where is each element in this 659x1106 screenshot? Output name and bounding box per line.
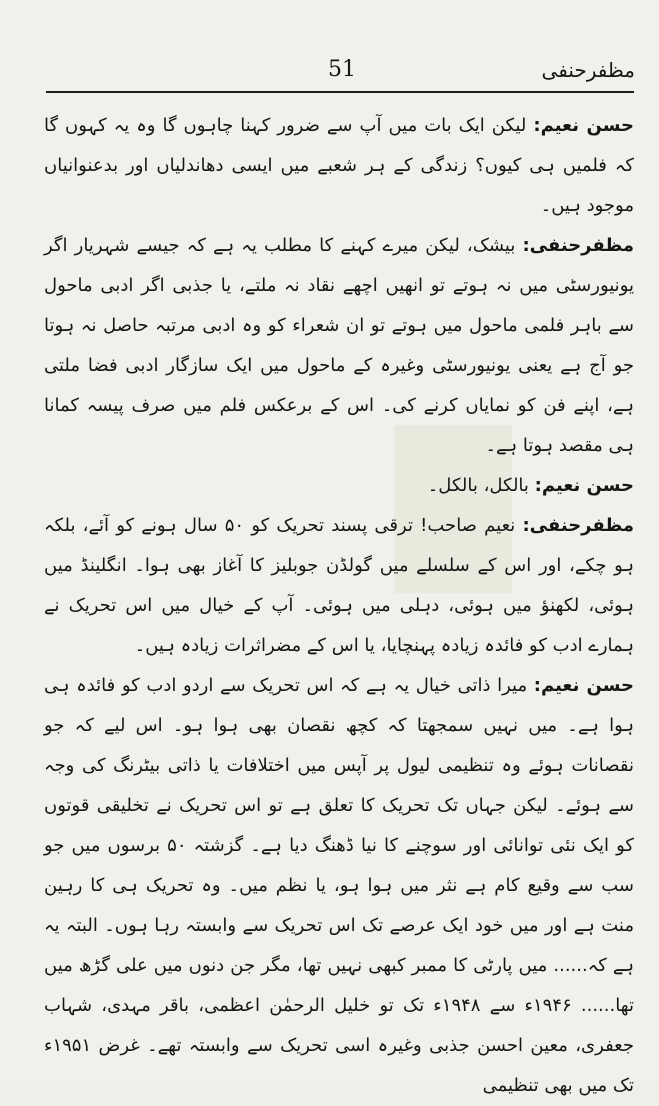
speaker-label: مظفرحنفی: <box>522 235 634 256</box>
header-rule <box>46 91 634 93</box>
paragraph-text: بیشک، لیکن میرے کہنے کا مطلب یہ ہے کہ جیسے شہریار اگر یونیورسٹی میں نہ ہوتے تو انھیں اچھے نقاد نہ ملتے، یا جذبی اگر ادبی ماحول سے باہر فلمی ماحول میں ہوتے تو ان شعراء کو وہ ادبی مرتبہ حاصل نہ ہوتا جو آج ہے یعنی یونیورسٹی وغیرہ کے ماحول میں ایک سازگار ادبی فضا ملتی ہے، اپنے فن کو نمایاں کرنے کی۔ اس کے برعکس فلم میں صرف پیسہ کمانا ہی مقصد ہوتا ہے۔ <box>44 235 634 456</box>
page-body <box>44 106 634 1096</box>
running-head: مظفرحنفی <box>541 58 635 82</box>
paragraph-muzaffar-hanfi-1 <box>44 226 634 466</box>
paragraph-text: نعیم صاحب! ترقی پسند تحریک کو ۵۰ سال ہونے کو آئے، بلکہ ہو چکے، اور اس کے سلسلے میں گولڈن جوبلیز کا آغاز بھی ہوا۔ انگلینڈ میں ہوئی، لکھنؤ میں ہوئی، دہلی میں ہوئی۔ آپ کے خیال میں اس تحریک نے ہمارے ادب کو فائدہ زیادہ پہنچایا، یا اس کے مضراثرات زیادہ ہیں۔ <box>44 515 634 656</box>
speaker-label: حسن نعیم: <box>533 675 634 696</box>
paragraph-hasan-naeem-2 <box>44 466 634 506</box>
speaker-label: مظفرحنفی: <box>522 515 634 536</box>
paragraph-hasan-naeem-1 <box>44 106 634 226</box>
page-number: 51 <box>328 57 356 82</box>
page-header <box>0 0 659 100</box>
speaker-label: حسن نعیم: <box>533 115 634 136</box>
paragraph-text: بالکل، بالکل۔ <box>427 475 535 496</box>
paragraph-text: میرا ذاتی خیال یہ ہے کہ اس تحریک سے اردو ادب کو فائدہ ہی ہوا ہے۔ میں نہیں سمجھتا کہ کچھ نقصان بھی ہوا ہو۔ اس لیے کہ جو نقصانات ہوئے وہ تنظیمی لیول پر آپس میں اختلافات یا ذاتی بیٹرنگ کی وجہ سے ہوئے۔ لیکن جہاں تک تحریک کا تعلق ہے تو اس تحریک نے تخلیقی قوتوں کو ایک نئی توانائی اور سوچنے کا نیا ڈھنگ دیا ہے۔ گزشتہ ۵۰ برسوں میں جو سب سے وقیع کام ہے نثر میں ہوا ہو، یا نظم میں۔ وہ تحریک ہی کا رہین منت ہے اور میں خود ایک عرصے تک اس تحریک سے وابستہ رہا ہوں۔ البتہ یہ ہے کہ...... میں پارٹی کا ممبر کبھی نہیں تھا، مگر جن دنوں میں علی گڑھ میں تھا...... ۱۹۴۶ء سے ۱۹۴۸ء تک تو خلیل الرحمٰن اعظمی، باقر مہدی، شہاب جعفری، معین احسن جذبی وغیرہ اسی تحریک سے وابستہ تھے۔ غرض ۱۹۵۱ء تک میں بھی تنظیمی <box>44 675 634 1096</box>
paragraph-muzaffar-hanfi-2 <box>44 506 634 666</box>
paragraph-text: لیکن ایک بات میں آپ سے ضرور کہنا چاہوں گا وہ یہ کہوں گا کہ فلمیں ہی کیوں؟ زندگی کے ہر شعبے میں ایسی دھاندلیاں اور بدعنوانیاں موجود ہیں۔ <box>44 115 634 216</box>
paragraph-hasan-naeem-3 <box>44 666 634 1106</box>
speaker-label: حسن نعیم: <box>534 475 634 496</box>
